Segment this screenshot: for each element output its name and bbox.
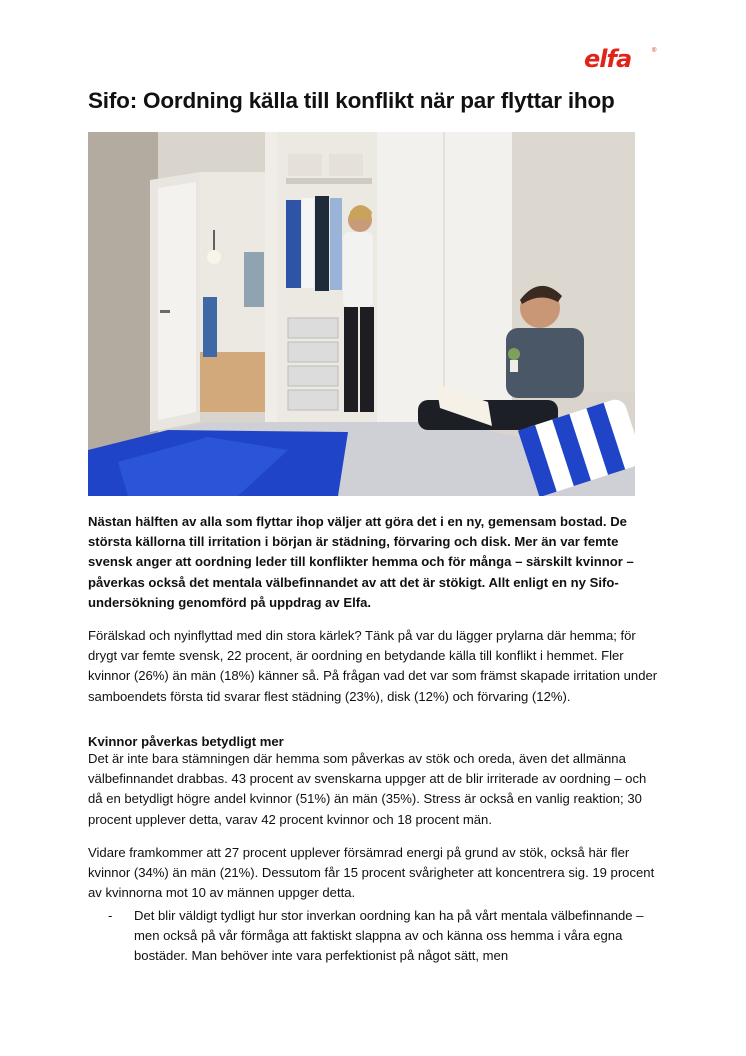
bullet-marker: - bbox=[108, 908, 113, 923]
bedroom-photo bbox=[88, 132, 635, 496]
body-paragraph-1: Förälskad och nyinflyttad med din stora kärlek? Tänk på var du lägger prylarna där hemma; för drygt var femte svensk, 22 procent, är oordning en betydande källa till konflikt i hemmet. Fler kvinnor (26%) än män (18%) känner så. På frågan vad det var som främst skapade irritation under samboendets första tid svarar flest städning (23%), disk (12%) och förvaring (12%). bbox=[88, 628, 658, 704]
elfa-logo bbox=[584, 45, 657, 73]
body-paragraph-2: Det är inte bara stämningen där hemma som påverkas av stök och oreda, även det allmänna välbefinnandet drabbas. 43 procent av svenskarna uppger att de blir irriterade av oordning – och då en betydligt högre andel kvinnor (51%) än män (35%). Stress är också en vanlig reaktion; 30 procent upplever detta, varav 42 procent kvinnor och 18 procent män. bbox=[88, 751, 647, 827]
bullet-text: Det blir väldigt tydligt hur stor inverkan oordning kan ha på vårt mentala välbefinnande – men också på vår förmåga att faktiskt slappna av och känna oss hemma i våra egna bostäder. Man behöver inte vara perfektionist på något sätt, men bbox=[134, 908, 644, 964]
registered-mark: ® bbox=[652, 48, 657, 54]
photo-illustration bbox=[88, 132, 635, 496]
body-paragraph-3: Vidare framkommer att 27 procent upplever försämrad energi på grund av stök, också här fler kvinnor (34%) än män (21%). Dessutom får 15 procent svårigheter att koncentrera sig. 19 procent av kvinnorna mot 10 av männen uppger detta. bbox=[88, 845, 655, 901]
logo-text: elfa bbox=[584, 45, 632, 73]
page-title: Sifo: Oordning källa till konflikt när par flyttar ihop bbox=[88, 88, 615, 113]
lead-paragraph: Nästan hälften av alla som flyttar ihop väljer att göra det i en ny, gemensam bostad. De största källorna till irritation i början är städning, förvaring och disk. Mer än var femte svensk anger att oordning leder till konflikter hemma och för många – särskilt kvinnor – påverkas också det mentala välbefinnandet av att det är stökigt. Allt enligt en ny Sifo-undersökning genomförd på uppdrag av Elfa. bbox=[88, 514, 634, 610]
subheading: Kvinnor påverkas betydligt mer bbox=[88, 734, 284, 749]
